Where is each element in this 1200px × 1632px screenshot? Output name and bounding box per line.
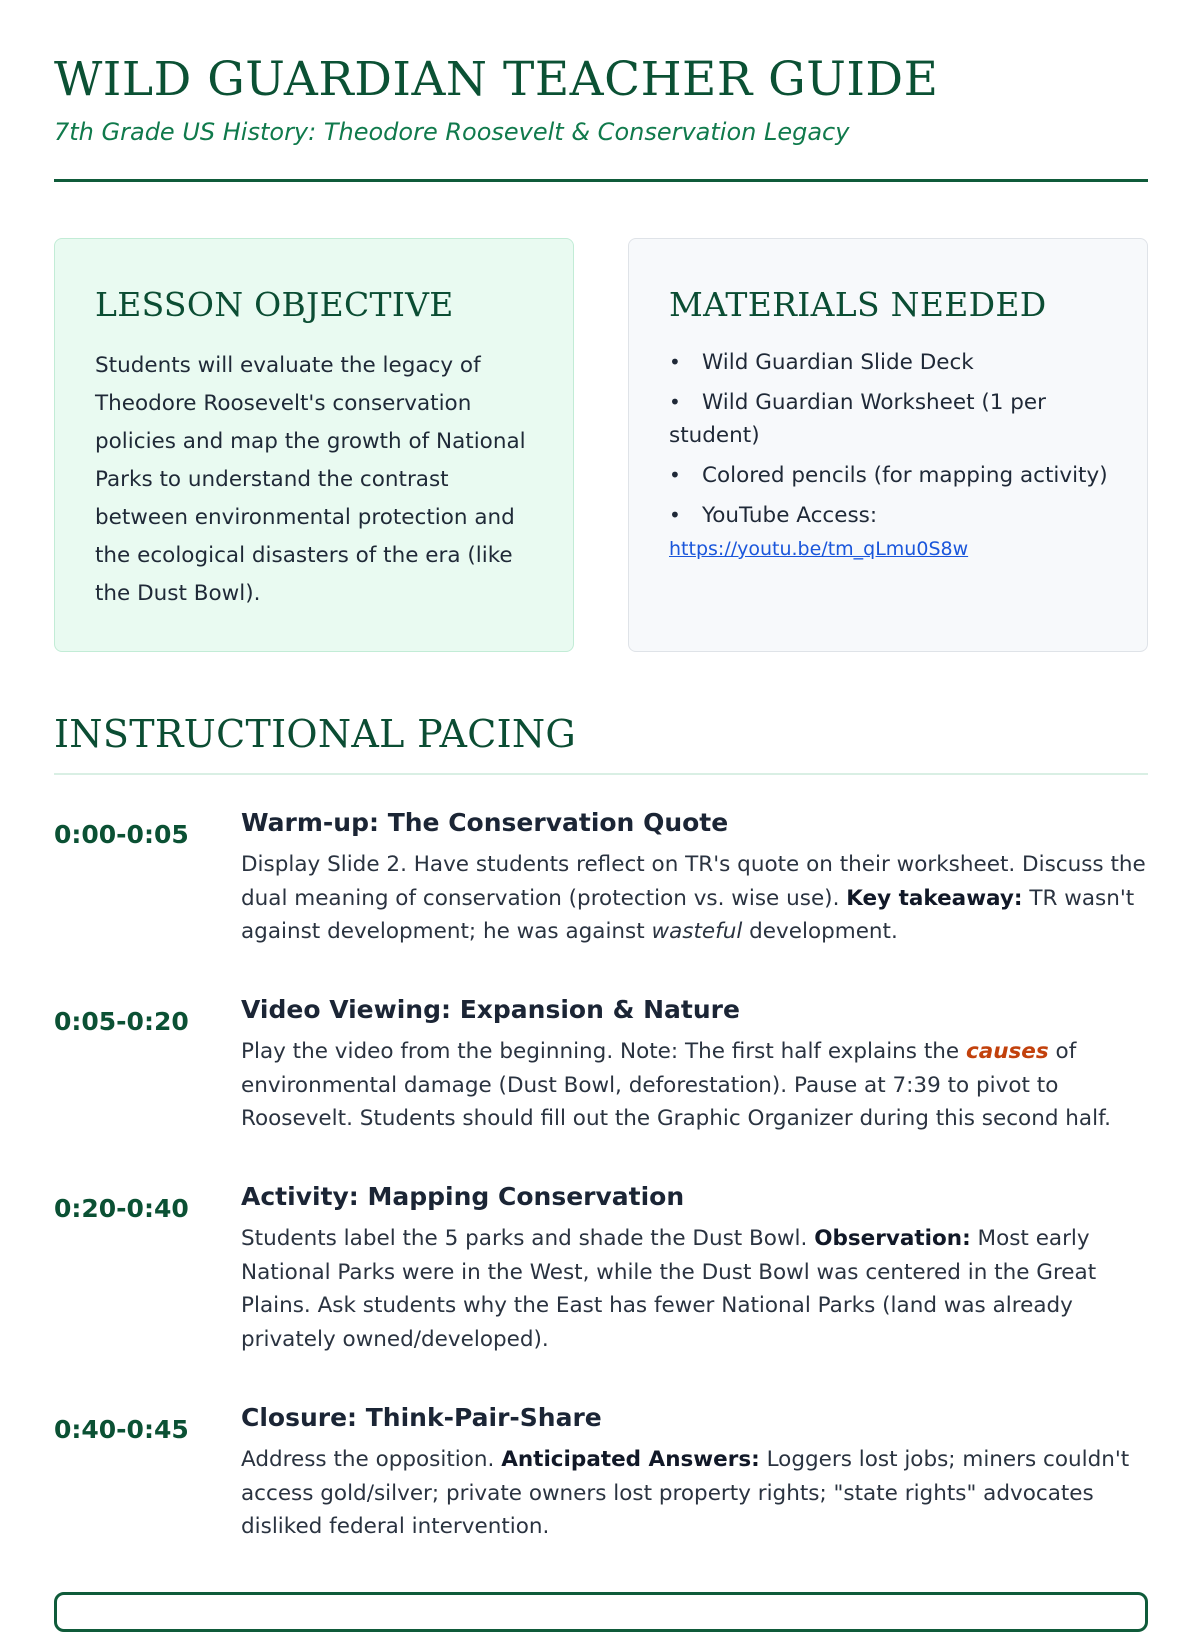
- materials-item-label: Wild Guardian Slide Deck: [702, 350, 974, 375]
- anticipated-answers-label: Anticipated Answers:: [501, 1447, 760, 1472]
- description-text: development.: [742, 919, 898, 944]
- observation-label: Observation:: [814, 1226, 971, 1251]
- description-text: Display Slide 2. Have students reflect on TR's quote on their worksheet. Discuss the dual meaning of conservation (protection vs. wise use).: [241, 852, 1146, 911]
- pacing-description: [241, 848, 1148, 949]
- description-text: TR wasn't against development; he was against: [241, 885, 1135, 944]
- pacing-divider: [54, 773, 1148, 775]
- pacing-time: 0:20-0:40: [54, 1194, 189, 1223]
- lesson-objective-text: Students will evaluate the legacy of Theodore Roosevelt's conservation policies and map the growth of National Parks to understand the contrast between environmental protection and the ecological disasters of the era (like the Dust Bowl).: [95, 353, 526, 606]
- materials-heading: MATERIALS NEEDED: [669, 285, 1047, 324]
- description-text: of environmental damage (Dust Bowl, deforestation). Pause at 7:39 to pivot to Roosevelt. Students should fill out the Graphic Organizer during this second half.: [241, 1039, 1111, 1131]
- pacing-heading: INSTRUCTIONAL PACING: [54, 712, 577, 756]
- materials-item: [669, 459, 1125, 492]
- pacing-time: 0:40-0:45: [54, 1415, 189, 1444]
- description-text: Play the video from the beginning. Note: The first half explains the: [241, 1039, 966, 1064]
- next-section-box: [54, 1592, 1148, 1632]
- page-subtitle: 7th Grade US History: Theodore Roosevelt & Conservation Legacy: [54, 118, 850, 146]
- pacing-title: Closure: Think-Pair-Share: [241, 1403, 602, 1432]
- description-text: Most early National Parks were in the West, while the Dust Bowl was centered in the Great Plains. Ask students why the East has fewer National Parks (land was already privately owned/developed).: [241, 1226, 1097, 1352]
- bullet-icon: •: [669, 350, 681, 374]
- materials-item-label: YouTube Access:: [702, 503, 878, 528]
- key-takeaway-label: Key takeaway:: [846, 885, 1023, 911]
- pacing-time: 0:00-0:05: [54, 820, 189, 849]
- materials-item-label: Colored pencils (for mapping activity): [702, 463, 1108, 488]
- emphasis-text: causes: [965, 1039, 1049, 1064]
- pacing-body: [241, 1180, 1148, 1356]
- materials-item: [669, 386, 1125, 452]
- lesson-objective-card: [54, 238, 574, 652]
- page-title: WILD GUARDIAN TEACHER GUIDE: [54, 52, 939, 107]
- description-text: Students label the 5 parks and shade the Dust Bowl.: [241, 1226, 815, 1251]
- pacing-title: Activity: Mapping Conservation: [241, 1182, 685, 1211]
- materials-list: [669, 346, 1125, 572]
- description-text: Loggers lost jobs; miners couldn't access gold/silver; private owners lost property rights; "state rights" advocates disliked federal intervention.: [241, 1447, 1130, 1539]
- pacing-description: [241, 1222, 1148, 1356]
- materials-item: [669, 346, 1125, 379]
- bullet-icon: •: [669, 463, 681, 487]
- materials-item-label: Wild Guardian Worksheet (1 per student): [669, 390, 1046, 448]
- description-text: Address the opposition.: [241, 1447, 502, 1472]
- bullet-icon: •: [669, 503, 681, 527]
- pacing-time: 0:05-0:20: [54, 1007, 189, 1036]
- pacing-body: [241, 1401, 1148, 1544]
- pacing-description: [241, 1443, 1148, 1544]
- pacing-description: [241, 1035, 1148, 1136]
- pacing-body: [241, 993, 1148, 1136]
- emphasis-text: wasteful: [651, 919, 743, 944]
- pacing-title: Warm-up: The Conservation Quote: [241, 808, 729, 837]
- materials-item: [669, 499, 1125, 565]
- header-divider: [54, 179, 1148, 182]
- materials-card: [628, 238, 1148, 652]
- pacing-title: Video Viewing: Expansion & Nature: [241, 995, 740, 1024]
- youtube-link[interactable]: https://youtu.be/tm_qLmu0S8w: [669, 538, 969, 560]
- pacing-body: [241, 806, 1148, 949]
- lesson-objective-heading: LESSON OBJECTIVE: [95, 285, 454, 324]
- bullet-icon: •: [669, 390, 681, 414]
